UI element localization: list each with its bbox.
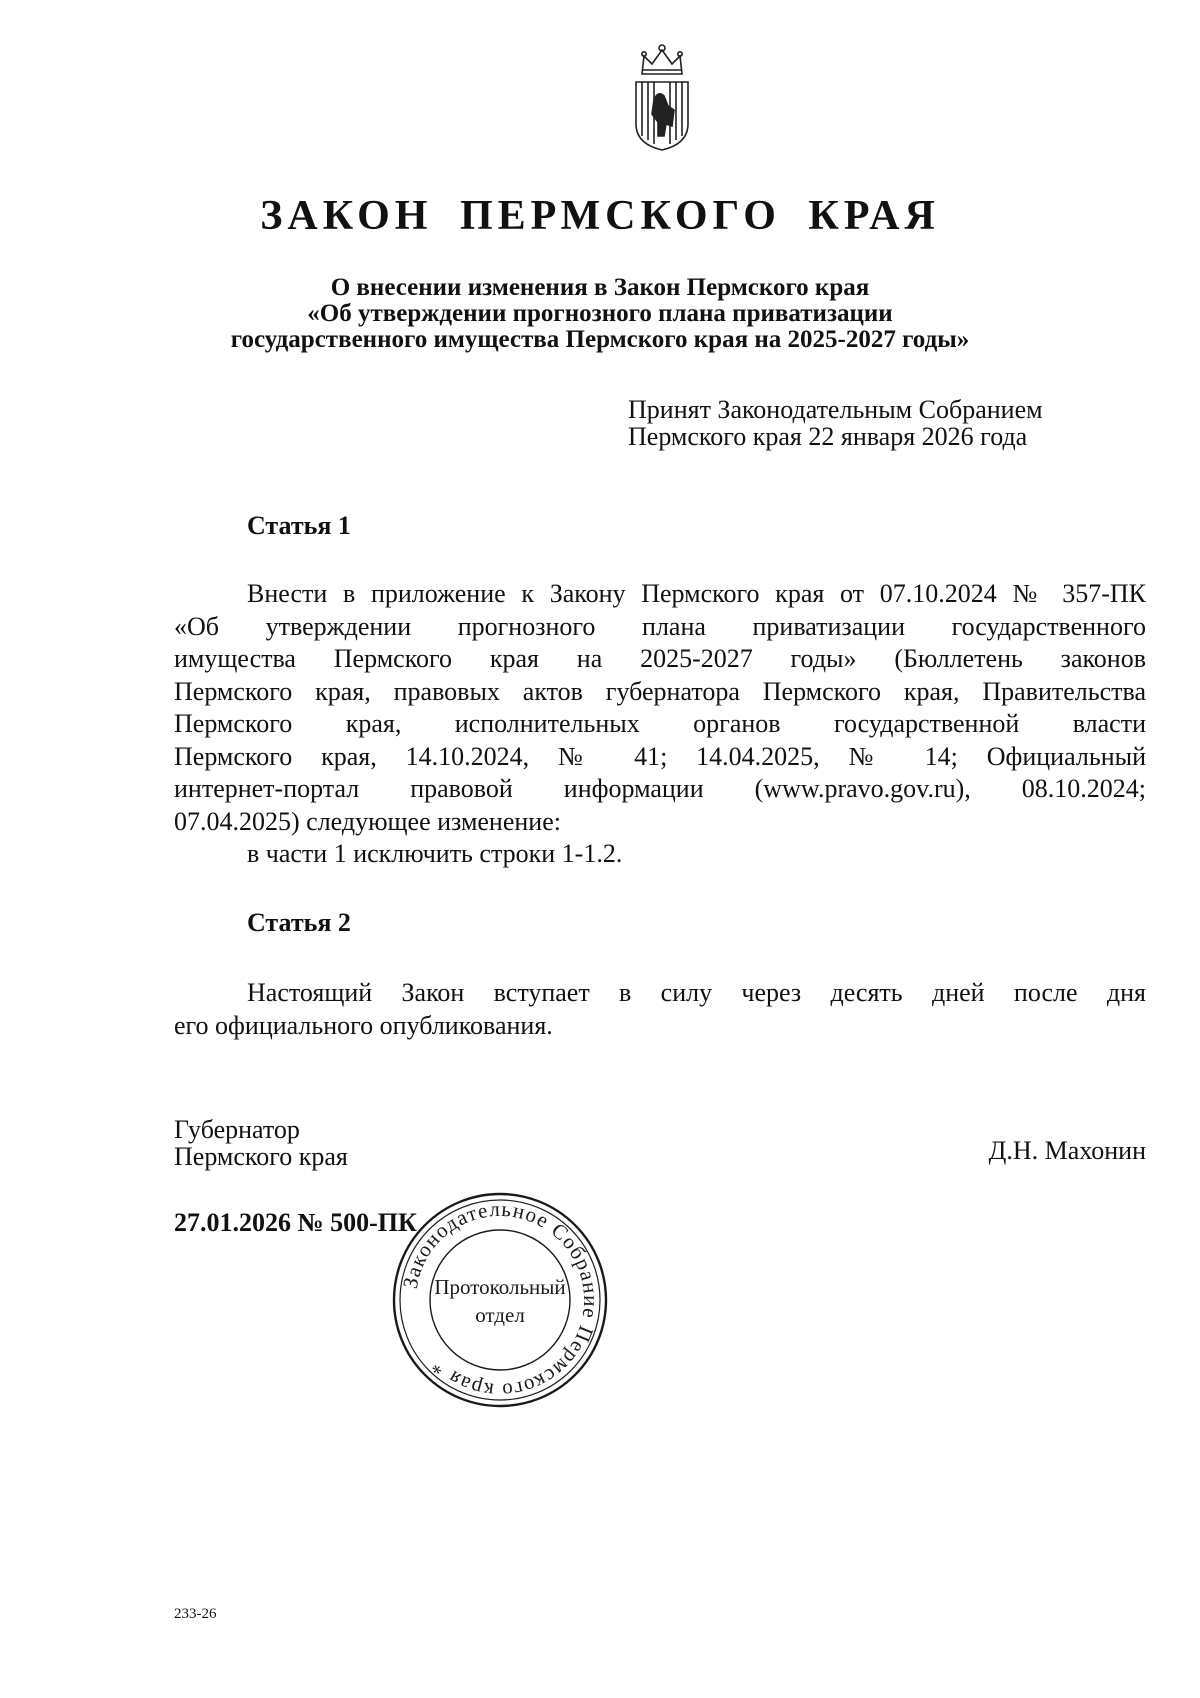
law-number: 27.01.2026 № 500-ПК (174, 1208, 417, 1237)
law-title: ЗАКОН ПЕРМСКОГО КРАЯ (260, 193, 940, 239)
subtitle-line: «Об утверждении прогнозного плана приватизации (307, 300, 893, 327)
law-subtitle (0, 275, 1200, 353)
text-line: Пермского края, правовых актов губернатора Пермского края, Правительства (174, 676, 1146, 706)
article-1-text (174, 578, 1146, 871)
stamp-center-line: Протокольный (434, 1275, 566, 1299)
change-line: в части 1 исключить строки 1-1.2. (247, 839, 623, 868)
stamp-center-line: отдел (475, 1303, 525, 1327)
article-2-heading: Статья 2 (247, 908, 351, 937)
governor-line: Пермского края (174, 1142, 348, 1171)
article-2-text (174, 977, 1146, 1042)
adoption-line: Пермского края 22 января 2026 года (628, 422, 1028, 451)
coat-of-arms-icon (628, 40, 696, 152)
subtitle-line: О внесении изменения в Закон Пермского края (330, 274, 870, 301)
text-line: Настоящий Закон вступает в силу через десять дней после дня (247, 978, 1146, 1007)
signer-name: Д.Н. Махонин (988, 1136, 1146, 1165)
text-line: интернет-портал правовой информации (www.pravo.gov.ru), 08.10.2024; (174, 774, 1146, 803)
protocol-stamp-icon (388, 1188, 612, 1412)
document-id: 233-26 (174, 1606, 217, 1622)
governor-title (174, 1116, 348, 1170)
text-line: Внести в приложение к Закону Пермского края от 07.10.2024 № 357-ПК (247, 579, 1146, 608)
governor-line: Губернатор (174, 1115, 300, 1144)
adoption-note (628, 396, 1043, 450)
text-line: Пермского края, исполнительных органов государственной власти (174, 709, 1146, 738)
stamp-ring-text: Законодательное Собрание Пермского края * (397, 1196, 604, 1404)
text-line: «Об утверждении прогнозного плана приватизации государственного (174, 611, 1146, 641)
text-line: Пермского края, 14.10.2024, № 41; 14.04.2025, № 14; Официальный (174, 741, 1146, 771)
subtitle-line: государственного имущества Пермского края на 2025-2027 годы» (230, 326, 970, 353)
article-1-heading: Статья 1 (247, 511, 351, 540)
adoption-line: Принят Законодательным Собранием (628, 395, 1043, 424)
text-line: 07.04.2025) следующее изменение: (174, 806, 561, 836)
text-line: его официального опубликования. (174, 1010, 553, 1040)
text-line: имущества Пермского края на 2025-2027 годы» (Бюллетень законов (174, 644, 1146, 673)
